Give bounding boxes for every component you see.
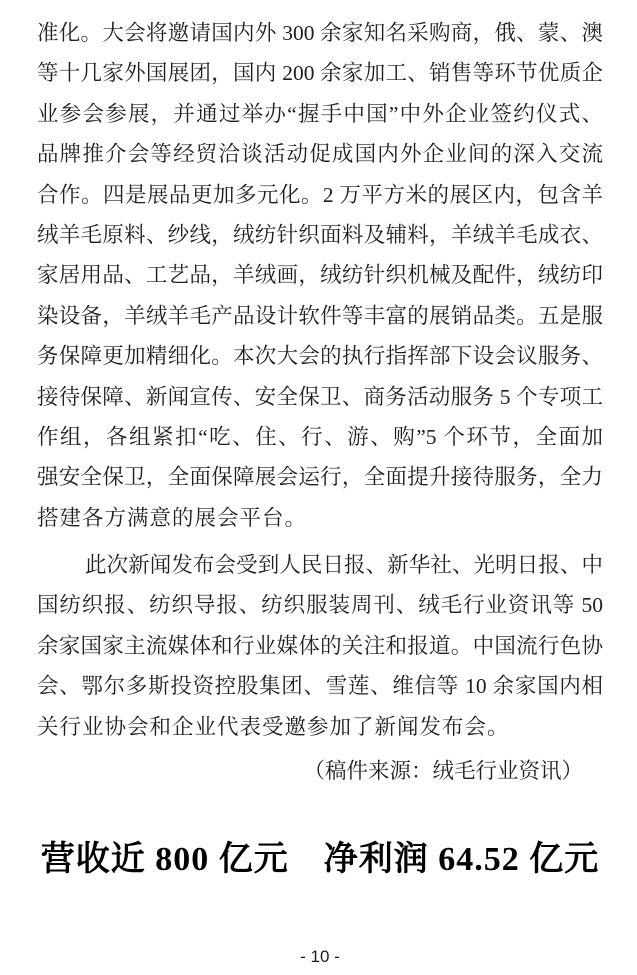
paragraph-line: 合作。四是展品更加多元化。2 万平方米的展区内，包含羊 <box>37 182 603 207</box>
paragraph-line: 强安全保卫，全面保障展会运行，全面提升接待服务，全力 <box>37 465 603 490</box>
paragraph-line: 品牌推介会等经贸洽谈活动促成国内外企业间的深入交流 <box>37 142 603 167</box>
paragraph-line: 国纺织报、纺织导报、纺织服装周刊、绒毛行业资讯等 50 <box>37 593 603 618</box>
paragraph-line: 搭建各方满意的展会平台。 <box>37 505 308 530</box>
paragraph-line: 会、鄂尔多斯投资控股集团、雪莲、维信等 10 余家国内相 <box>37 674 603 699</box>
paragraph-line: 余家国家主流媒体和行业媒体的关注和报道。中国流行色协 <box>37 633 603 658</box>
body-paragraph-2 <box>37 545 603 747</box>
paragraph-line: 此次新闻发布会受到人民日报、新华社、光明日报、中 <box>85 553 603 578</box>
paragraph-line: 准化。大会将邀请国内外 300 余家知名采购商，俄、蒙、澳 <box>37 21 603 45</box>
paragraph-line: 接待保障、新闻宣传、安全保卫、商务活动服务 5 个专项工 <box>37 384 603 409</box>
page-number: - 10 - <box>300 947 340 967</box>
paragraph-line: 家居用品、工艺品，羊绒画，绒纺针织机械及配件，绒纺印 <box>37 263 603 288</box>
paragraph-line: 关行业协会和企业代表受邀参加了新闻发布会。 <box>37 714 510 739</box>
paragraph-line: 务保障更加精细化。本次大会的执行指挥部下设会议服务、 <box>37 344 603 369</box>
paragraph-line: 染设备，羊绒羊毛产品设计软件等丰富的展销品类。五是服 <box>37 303 603 328</box>
paragraph-line: 等十几家外国展团，国内 200 余家加工、销售等环节优质企 <box>37 61 603 86</box>
source-attribution: （稿件来源：绒毛行业资讯） <box>303 759 583 784</box>
body-paragraph-1 <box>37 13 603 538</box>
section-heading: 营收近 800 亿元 净利润 64.52 亿元 <box>40 841 600 879</box>
paragraph-line: 作组，各组紧扣“吃、住、行、游、购”5 个环节，全面加 <box>37 424 603 449</box>
paragraph-line: 业参会参展，并通过举办“握手中国”中外企业签约仪式、 <box>37 101 603 126</box>
paragraph-line: 绒羊毛原料、纱线，绒纺针织面料及辅料，羊绒羊毛成衣、 <box>37 222 603 247</box>
